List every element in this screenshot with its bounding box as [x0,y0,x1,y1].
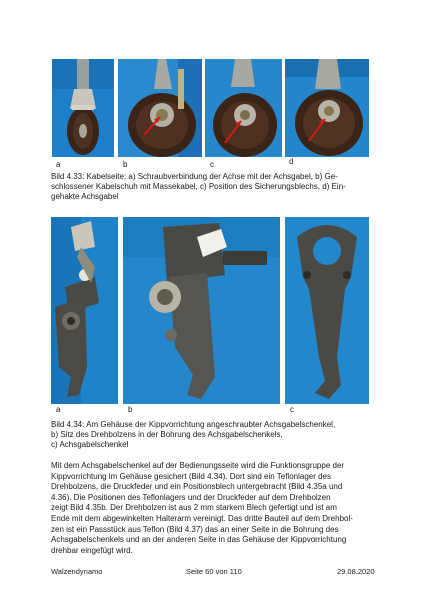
photo-4-34-a [51,217,118,404]
photo-4-34-b [123,217,280,404]
caption-line: b) Sitz des Drehbolzens in der Bohrung des Achsgabelschenkels, [51,430,283,440]
photo-4-34-c [285,217,369,404]
caption-line: c) Achsgabelschenkel [51,440,129,450]
caption-line: Bild 4.33: Kabelseite: a) Schraubverbindung der Achse mit der Achsgabel, b) Ge- [51,172,338,181]
caption-line: schlossener Kabelschuh mit Massekabel, c) Position des Sicherungsblechs, d) Ein- [51,182,346,192]
figure-label-c: c [210,160,214,169]
caption-line: Bild 4.34: Am Gehäuse der Kippvorrichtung angeschraubter Achsgabelschenkel, [51,420,336,429]
figure-label-b: b [123,160,128,169]
photo-4-33-a [52,59,114,157]
body-paragraph [51,461,381,556]
body-line: Kippvorrichtung im Gehäuse gesichert (Bild 4.34). Dort sind ein Teflonlager des [51,471,331,481]
body-line: Drehbolzens, die Druckfeder und ein Positionsblech untergebracht (Bild 4.35a und [51,482,343,492]
footer-left: Walzendynamo [51,567,103,576]
figure-label-b: b [128,405,133,414]
body-line: zeigt Bild 4.35b. Der Drehbolzen ist aus 2 mm starkem Blech gefertigt und ist am [51,503,337,513]
caption-line: gehakte Achsgabel [51,192,119,202]
body-line: Achsgabelschenkels und an der anderen Seite in das Gehäuse der Kippvorrichtung [51,535,347,545]
body-line: zen ist ein Passstück aus Teflon (Bild 4.37) das an einer Seite in die Bohrung des [51,524,339,534]
figure-caption-4-34 [51,420,381,451]
figure-label-a: a [56,405,61,414]
photo-4-33-b [118,59,202,157]
body-line: Mit dem Achsgabelschenkel auf der Bedienungsseite wird die Funktionsgruppe der [51,461,345,470]
body-line: drehbar eingefügt wird. [51,545,133,555]
photo-4-33-c [205,59,282,157]
footer-date: 29.08.2020 [337,567,375,576]
photo-4-33-d [285,59,369,157]
figure-label-c: c [290,405,294,414]
body-line: 4.36). Die Positionen des Teflonlagers und der Druckfeder auf dem Drehbolzen [51,492,331,502]
figure-label-a: a [56,160,61,169]
figure-label-d: d [289,157,294,166]
footer-page-number: Seite 60 von 110 [186,567,242,576]
body-line: Ende mit dem abgewinkelten Halterarm vereinigt. Das dritte Bauteil auf dem Drehbol- [51,513,353,523]
figure-caption-4-33 [51,172,381,203]
